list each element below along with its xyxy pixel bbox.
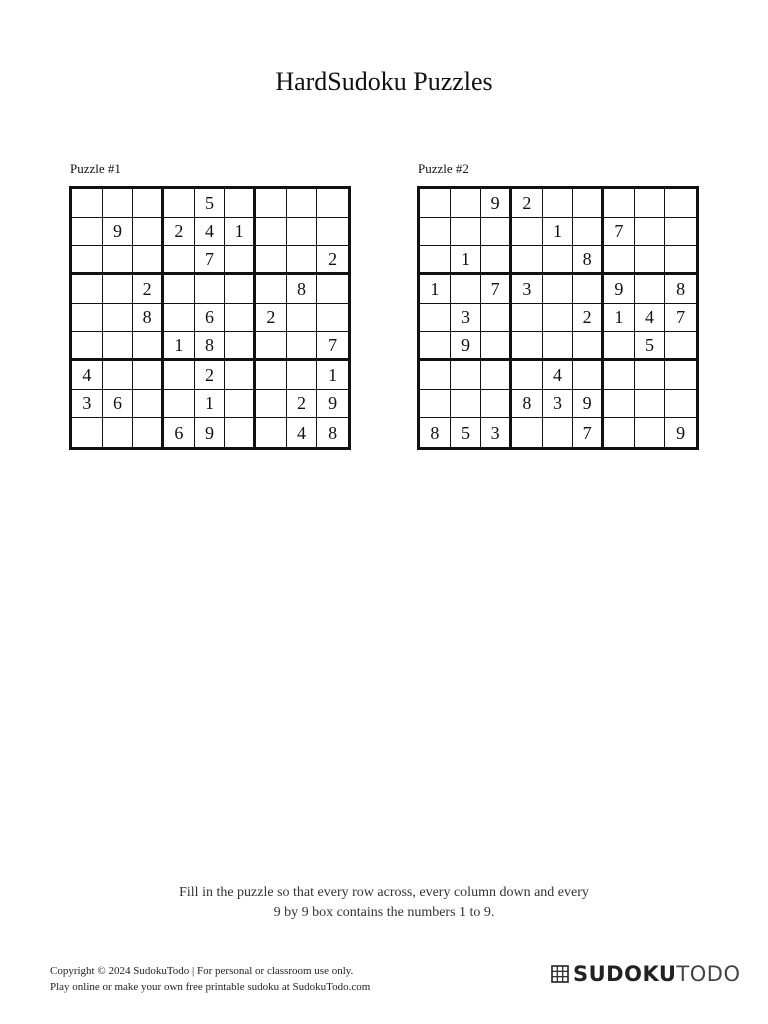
sudoku-cell <box>604 418 635 447</box>
sudoku-cell <box>604 332 635 361</box>
sudoku-cell <box>287 189 318 218</box>
sudoku-cell: 9 <box>195 418 226 447</box>
sudoku-cell: 1 <box>317 361 348 390</box>
sudoku-cell: 1 <box>543 218 574 247</box>
sudoku-cell: 4 <box>635 304 666 333</box>
sudoku-cell <box>195 275 226 304</box>
sudoku-cell: 8 <box>420 418 451 447</box>
sudoku-cell <box>287 218 318 247</box>
sudoku-cell <box>481 304 512 333</box>
sudoku-cell <box>512 361 543 390</box>
sudoku-cell <box>512 418 543 447</box>
sudoku-cell: 2 <box>256 304 287 333</box>
sudoku-cell <box>604 246 635 275</box>
sudoku-cell <box>573 218 604 247</box>
sudoku-cell <box>164 275 195 304</box>
sudoku-cell <box>543 418 574 447</box>
sudoku-cell: 4 <box>72 361 103 390</box>
sudoku-cell <box>420 246 451 275</box>
grid-logo-icon <box>551 965 569 983</box>
sudoku-cell: 7 <box>604 218 635 247</box>
sudoku-cell: 3 <box>451 304 482 333</box>
sudoku-cell <box>543 189 574 218</box>
sudoku-cell <box>543 246 574 275</box>
sudoku-cell <box>635 390 666 419</box>
sudoku-cell <box>225 275 256 304</box>
sudoku-cell <box>317 304 348 333</box>
sudoku-cell <box>481 218 512 247</box>
sudoku-cell <box>133 418 164 447</box>
sudoku-cell <box>604 361 635 390</box>
sudoku-cell <box>665 390 696 419</box>
sudoku-cell: 4 <box>543 361 574 390</box>
sudoku-cell <box>543 332 574 361</box>
sudoku-cell <box>481 332 512 361</box>
sudoku-cell <box>72 218 103 247</box>
sudoku-cell <box>287 361 318 390</box>
sudoku-cell <box>635 418 666 447</box>
sudoku-cell: 1 <box>604 304 635 333</box>
logo-text-strong: SUDOKU <box>573 962 677 986</box>
sudoku-cell: 2 <box>133 275 164 304</box>
sudokutodo-logo <box>551 962 740 986</box>
sudoku-cell <box>72 275 103 304</box>
sudoku-cell: 5 <box>451 418 482 447</box>
sudoku-cell: 8 <box>133 304 164 333</box>
sudoku-cell <box>481 361 512 390</box>
sudoku-cell <box>543 275 574 304</box>
sudoku-cell <box>256 218 287 247</box>
sudoku-cell: 1 <box>164 332 195 361</box>
sudoku-cell: 5 <box>195 189 226 218</box>
sudoku-cell <box>317 189 348 218</box>
puzzle-1-grid <box>69 186 351 450</box>
sudoku-cell <box>164 304 195 333</box>
sudoku-cell <box>133 189 164 218</box>
sudoku-cell <box>72 304 103 333</box>
sudoku-cell: 8 <box>512 390 543 419</box>
sudoku-cell <box>256 418 287 447</box>
sudoku-cell <box>256 189 287 218</box>
sudoku-cell <box>635 246 666 275</box>
sudoku-cell <box>225 332 256 361</box>
sudoku-cell <box>72 332 103 361</box>
sudoku-cell <box>420 218 451 247</box>
sudoku-cell <box>512 246 543 275</box>
sudoku-cell: 1 <box>225 218 256 247</box>
puzzle-1 <box>69 160 351 450</box>
sudoku-cell <box>103 275 134 304</box>
sudoku-cell: 8 <box>328 422 338 443</box>
sudoku-cell <box>512 304 543 333</box>
sudoku-cell: 3 <box>543 390 574 419</box>
sudoku-cell <box>665 189 696 218</box>
sudoku-cell: 6 <box>164 418 195 447</box>
instructions <box>0 883 768 923</box>
sudoku-cell <box>256 275 287 304</box>
sudoku-cell: 9 <box>604 275 635 304</box>
promo-text: Play online or make your own free printable sudoku at SudokuTodo.com <box>50 981 371 993</box>
sudoku-cell <box>72 418 103 447</box>
sudoku-cell <box>665 218 696 247</box>
sudoku-cell <box>256 332 287 361</box>
sudoku-cell <box>287 304 318 333</box>
sudoku-cell <box>164 390 195 419</box>
sudoku-cell: 2 <box>195 361 226 390</box>
sudoku-cell: 9 <box>481 189 512 218</box>
sudoku-cell <box>133 361 164 390</box>
sudoku-cell <box>512 332 543 361</box>
sudoku-cell: 7 <box>573 418 604 447</box>
sudoku-cell <box>256 246 287 275</box>
sudoku-cell: 4 <box>195 218 226 247</box>
footer <box>50 963 370 995</box>
copyright-text: Copyright © 2024 SudokuTodo | For personal or classroom use only. <box>50 965 354 977</box>
sudoku-cell <box>164 189 195 218</box>
sudoku-cell: 9 <box>103 218 134 247</box>
sudoku-cell <box>103 332 134 361</box>
sudoku-cell: 3 <box>512 275 543 304</box>
sudoku-cell: 6 <box>195 304 226 333</box>
sudoku-cell: 3 <box>481 418 512 447</box>
instructions-line-2: 9 by 9 box contains the numbers 1 to 9. <box>273 905 495 920</box>
sudoku-cell <box>512 218 543 247</box>
sudoku-cell <box>225 418 256 447</box>
sudoku-cell <box>133 246 164 275</box>
sudoku-cell <box>543 304 574 333</box>
sudoku-cell: 1 <box>195 390 226 419</box>
sudoku-cell <box>635 361 666 390</box>
sudoku-cell: 6 <box>103 390 134 419</box>
sudoku-cell <box>451 390 482 419</box>
logo-text-light: TODO <box>676 962 741 986</box>
sudoku-cell <box>72 246 103 275</box>
sudoku-cell <box>287 332 318 361</box>
sudoku-cell <box>256 390 287 419</box>
sudoku-cell: 7 <box>665 304 696 333</box>
sudoku-cell <box>287 246 318 275</box>
sudoku-cell: 2 <box>164 218 195 247</box>
sudoku-cell <box>481 246 512 275</box>
sudoku-cell <box>225 189 256 218</box>
puzzle-2-grid <box>417 186 699 450</box>
sudoku-cell <box>665 332 696 361</box>
sudoku-cell <box>103 246 134 275</box>
sudoku-cell <box>103 304 134 333</box>
sudoku-cell: 9 <box>676 422 686 443</box>
sudoku-cell: 1 <box>420 275 451 304</box>
sudoku-cell: 9 <box>573 390 604 419</box>
sudoku-cell: 9 <box>317 390 348 419</box>
sudoku-cell <box>635 218 666 247</box>
sudoku-cell <box>103 189 134 218</box>
sudoku-cell: 2 <box>317 246 348 275</box>
sudoku-cell <box>635 189 666 218</box>
sudoku-cell <box>133 332 164 361</box>
sudoku-cell <box>420 361 451 390</box>
puzzle-1-label: Puzzle #1 <box>70 161 121 176</box>
sudoku-cell: 1 <box>451 246 482 275</box>
sudoku-cell <box>133 390 164 419</box>
sudoku-cell: 7 <box>317 332 348 361</box>
sudoku-cell <box>451 361 482 390</box>
sudoku-cell <box>604 390 635 419</box>
sudoku-cell <box>481 390 512 419</box>
sudoku-cell <box>420 189 451 218</box>
sudoku-cell: 8 <box>665 275 696 304</box>
sudoku-cell: 2 <box>287 390 318 419</box>
sudoku-cell: 8 <box>573 246 604 275</box>
sudoku-cell <box>72 189 103 218</box>
page-title: HardSudoku Puzzles <box>275 67 493 96</box>
sudoku-cell <box>164 361 195 390</box>
sudoku-cell <box>103 418 134 447</box>
sudoku-cell <box>420 332 451 361</box>
sudoku-cell <box>573 189 604 218</box>
sudoku-cell <box>133 218 164 247</box>
sudoku-cell: 9 <box>451 332 482 361</box>
sudoku-cell <box>225 246 256 275</box>
sudoku-cell <box>451 275 482 304</box>
sudoku-cell <box>256 361 287 390</box>
sudoku-cell <box>420 304 451 333</box>
sudoku-cell <box>420 390 451 419</box>
sudoku-cell <box>665 361 696 390</box>
sudoku-cell: 5 <box>635 332 666 361</box>
sudoku-cell <box>604 189 635 218</box>
sudoku-cell: 8 <box>195 332 226 361</box>
sudoku-cell <box>665 246 696 275</box>
sudoku-cell <box>225 390 256 419</box>
sudoku-cell <box>164 246 195 275</box>
sudoku-cell: 7 <box>195 246 226 275</box>
sudoku-cell <box>225 361 256 390</box>
logo-wordmark <box>573 962 740 986</box>
sudoku-cell: 7 <box>481 275 512 304</box>
sudoku-cell <box>573 361 604 390</box>
puzzle-2 <box>417 160 699 450</box>
sudoku-cell <box>317 218 348 247</box>
sudoku-cell <box>451 218 482 247</box>
sudoku-cell <box>635 275 666 304</box>
sudoku-cell <box>317 275 348 304</box>
sudoku-cell: 2 <box>512 189 543 218</box>
sudoku-cell <box>573 332 604 361</box>
sudoku-cell <box>451 189 482 218</box>
sudoku-cell <box>225 304 256 333</box>
puzzle-2-label: Puzzle #2 <box>418 161 469 176</box>
instructions-line-1: Fill in the puzzle so that every row across, every column down and every <box>179 885 589 900</box>
sudoku-cell <box>573 275 604 304</box>
sudoku-cell: 4 <box>287 418 318 447</box>
sudoku-cell <box>103 361 134 390</box>
sudoku-cell: 2 <box>573 304 604 333</box>
sudoku-cell: 3 <box>72 390 103 419</box>
sudoku-cell: 8 <box>287 275 318 304</box>
